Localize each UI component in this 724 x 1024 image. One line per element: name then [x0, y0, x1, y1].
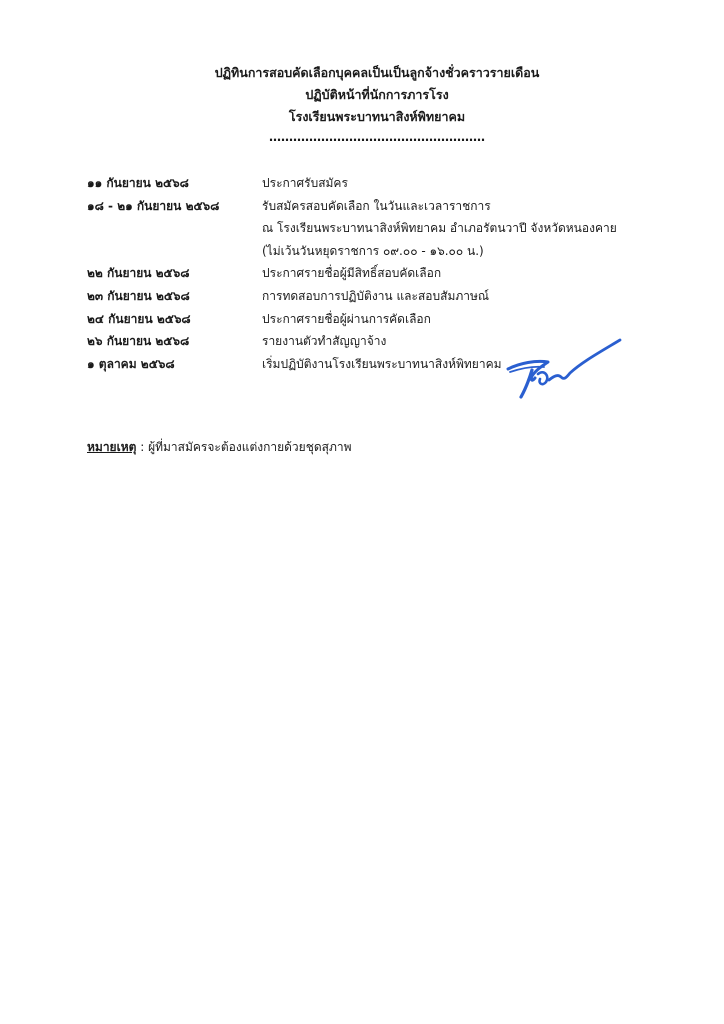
schedule-row [87, 195, 647, 218]
schedule-description: ประกาศรับสมัคร [262, 176, 348, 190]
title-line-1: ปฏิทินการสอบคัดเลือกบุคคลเป็นเป็นลูกจ้างชั่วคราวรายเดือน [214, 65, 540, 80]
schedule-date: ๑๘ - ๒๑ กันยายน ๒๕๖๘ [87, 198, 220, 213]
schedule-row [87, 172, 647, 195]
signature-icon [502, 336, 624, 402]
schedule-description: ณ โรงเรียนพระบาทนาสิงห์พิทยาคม อำเภอรัตนวาปี จังหวัดหนองคาย [262, 221, 617, 236]
schedule-row [87, 308, 647, 331]
signature-stroke [549, 340, 620, 380]
note-separator: : [136, 440, 149, 454]
note [87, 436, 352, 458]
schedule-description: ประกาศรายชื่อผู้มีสิทธิ์สอบคัดเลือก [262, 266, 442, 281]
schedule-date: ๑ ตุลาคม ๒๕๖๘ [87, 356, 175, 371]
note-label: หมายเหตุ [87, 440, 137, 454]
schedule-date: ๑๑ กันยายน ๒๕๖๘ [87, 176, 189, 190]
schedule-date: ๒๖ กันยายน ๒๕๖๘ [87, 334, 190, 349]
schedule-row [87, 217, 647, 240]
document-header [0, 62, 724, 146]
schedule-description: รับสมัครสอบคัดเลือก ในวันและเวลาราชการ [262, 198, 491, 213]
note-text: ผู้ที่มาสมัครจะต้องแต่งกายด้วยชุดสุภาพ [148, 440, 352, 454]
schedule-row [87, 285, 647, 308]
schedule-date: ๒๔ กันยายน ๒๕๖๘ [87, 311, 191, 326]
schedule-description: เริ่มปฏิบัติงานโรงเรียนพระบาทนาสิงห์พิทยาคม [262, 356, 502, 371]
title-line-3: โรงเรียนพระบาทนาสิงห์พิทยาคม [288, 109, 466, 124]
title-line-2: ปฏิบัติหน้าที่นักการภารโรง [305, 87, 449, 102]
schedule-date: ๒๓ กันยายน ๒๕๖๘ [87, 288, 190, 303]
schedule-description: การทดสอบการปฏิบัติงาน และสอบสัมภาษณ์ [262, 288, 490, 303]
schedule-description: รายงานตัวทำสัญญาจ้าง [262, 334, 387, 349]
schedule-row [87, 240, 647, 263]
header-separator: ……………………………………………… [269, 130, 485, 144]
signature-stroke [538, 372, 547, 384]
schedule-description: ประกาศรายชื่อผู้ผ่านการคัดเลือก [262, 311, 431, 326]
signature-stroke [521, 370, 532, 397]
schedule-row [87, 262, 647, 285]
schedule-description: (ไม่เว้นวันหยุดราชการ ๐๙.๐๐ - ๑๖.๐๐ น.) [262, 243, 484, 258]
schedule-date: ๒๒ กันยายน ๒๕๖๘ [87, 266, 190, 281]
